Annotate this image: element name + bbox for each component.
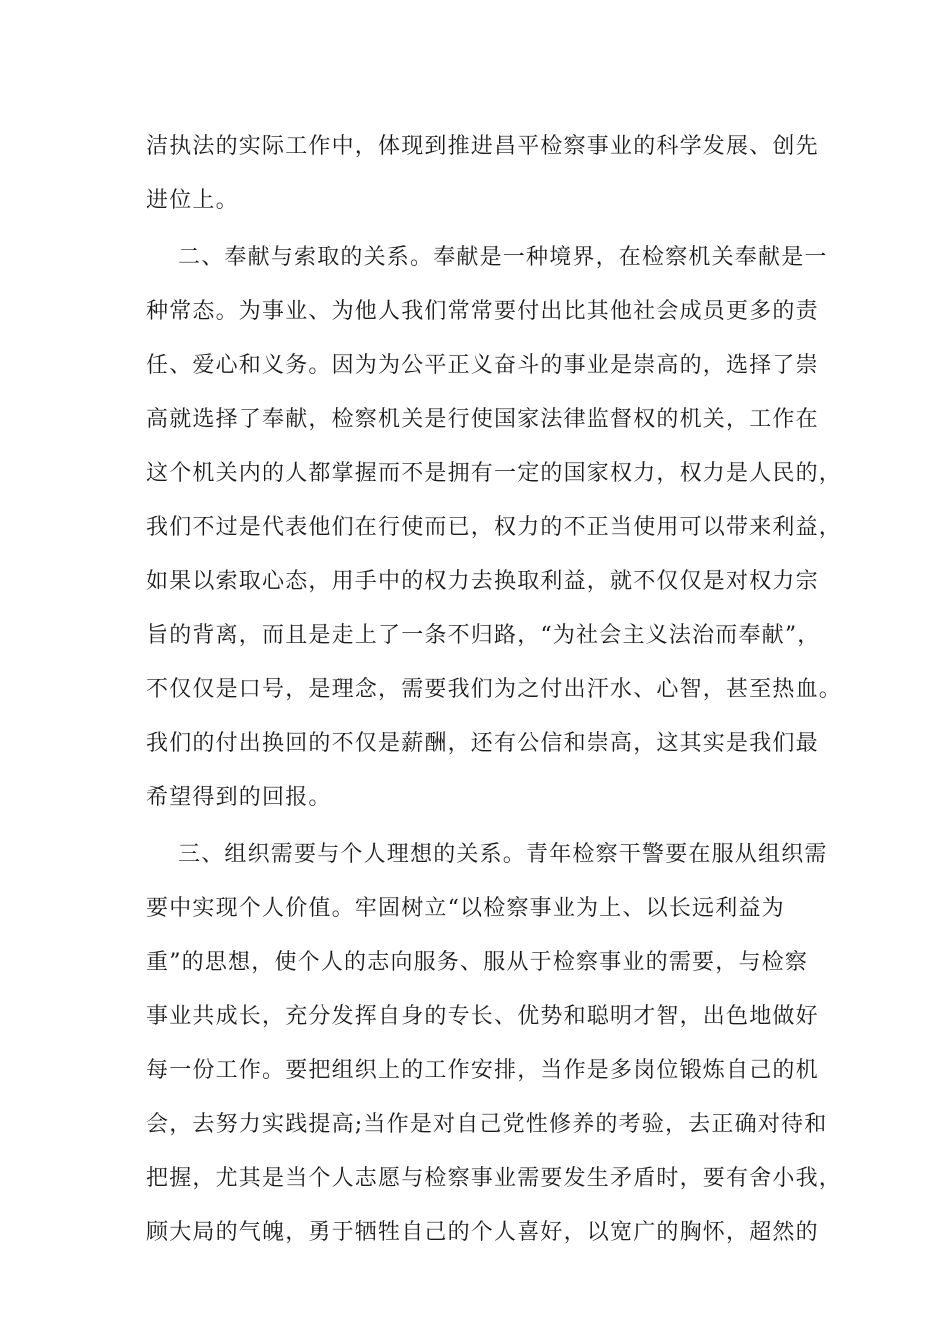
text-line: 不仅仅是口号，是理念，需要我们为之付出汗水、心智，甚至热血。 — [146, 677, 843, 702]
text-line: 要中实现个人价值。牢固树立“以检察事业为上、以长远利益为 — [146, 896, 785, 921]
text-line: 会，去努力实践提高;当作是对自己党性修养的考验，去正确对待和 — [146, 1112, 828, 1137]
paragraph-3-heading-line: 三、组织需要与个人理想的关系。青年检察干警要在服从组织需 — [178, 842, 828, 867]
text-line: 进位上。 — [146, 188, 239, 213]
text-line: 高就选择了奉献，检察机关是行使国家法律监督权的机关，工作在 — [146, 407, 819, 432]
text-line: 希望得到的回报。 — [146, 785, 332, 810]
text-line: 我们的付出换回的不仅是薪酬，还有公信和崇高，这其实是我们最 — [146, 731, 819, 756]
text-line: 种常态。为事业、为他人我们常常要付出比其他社会成员更多的责 — [146, 299, 819, 324]
text-line: 把握，尤其是当个人志愿与检察事业需要发生矛盾时，要有舍小我， — [146, 1166, 843, 1191]
text-line: 重”的思想，使个人的志向服务、服从于检察事业的需要，与检察 — [146, 950, 809, 975]
text-line: 任、爱心和义务。因为为公平正义奋斗的事业是崇高的，选择了崇 — [146, 353, 819, 378]
text-line: 这个机关内的人都掌握而不是拥有一定的国家权力，权力是人民的， — [146, 461, 843, 486]
text-line: 每一份工作。要把组织上的工作安排，当作是多岗位锻炼自己的机 — [146, 1058, 819, 1083]
text-line: 旨的背离，而且是走上了一条不归路，“为社会主义法治而奉献”， — [146, 623, 821, 648]
text-line: 我们不过是代表他们在行使而已，权力的不正当使用可以带来利益， — [146, 515, 843, 540]
paragraph-2-heading-line: 二、奉献与索取的关系。奉献是一种境界，在检察机关奉献是一 — [178, 245, 828, 270]
text-line: 事业共成长，充分发挥自身的专长、优势和聪明才智，出色地做好 — [146, 1004, 819, 1029]
text-line: 如果以索取心态，用手中的权力去换取利益，就不仅仅是对权力宗 — [146, 569, 819, 594]
text-line: 洁执法的实际工作中，体现到推进昌平检察事业的科学发展、创先 — [146, 134, 819, 159]
text-line: 顾大局的气魄，勇于牺牲自己的个人喜好，以宽广的胸怀，超然的 — [146, 1220, 819, 1245]
